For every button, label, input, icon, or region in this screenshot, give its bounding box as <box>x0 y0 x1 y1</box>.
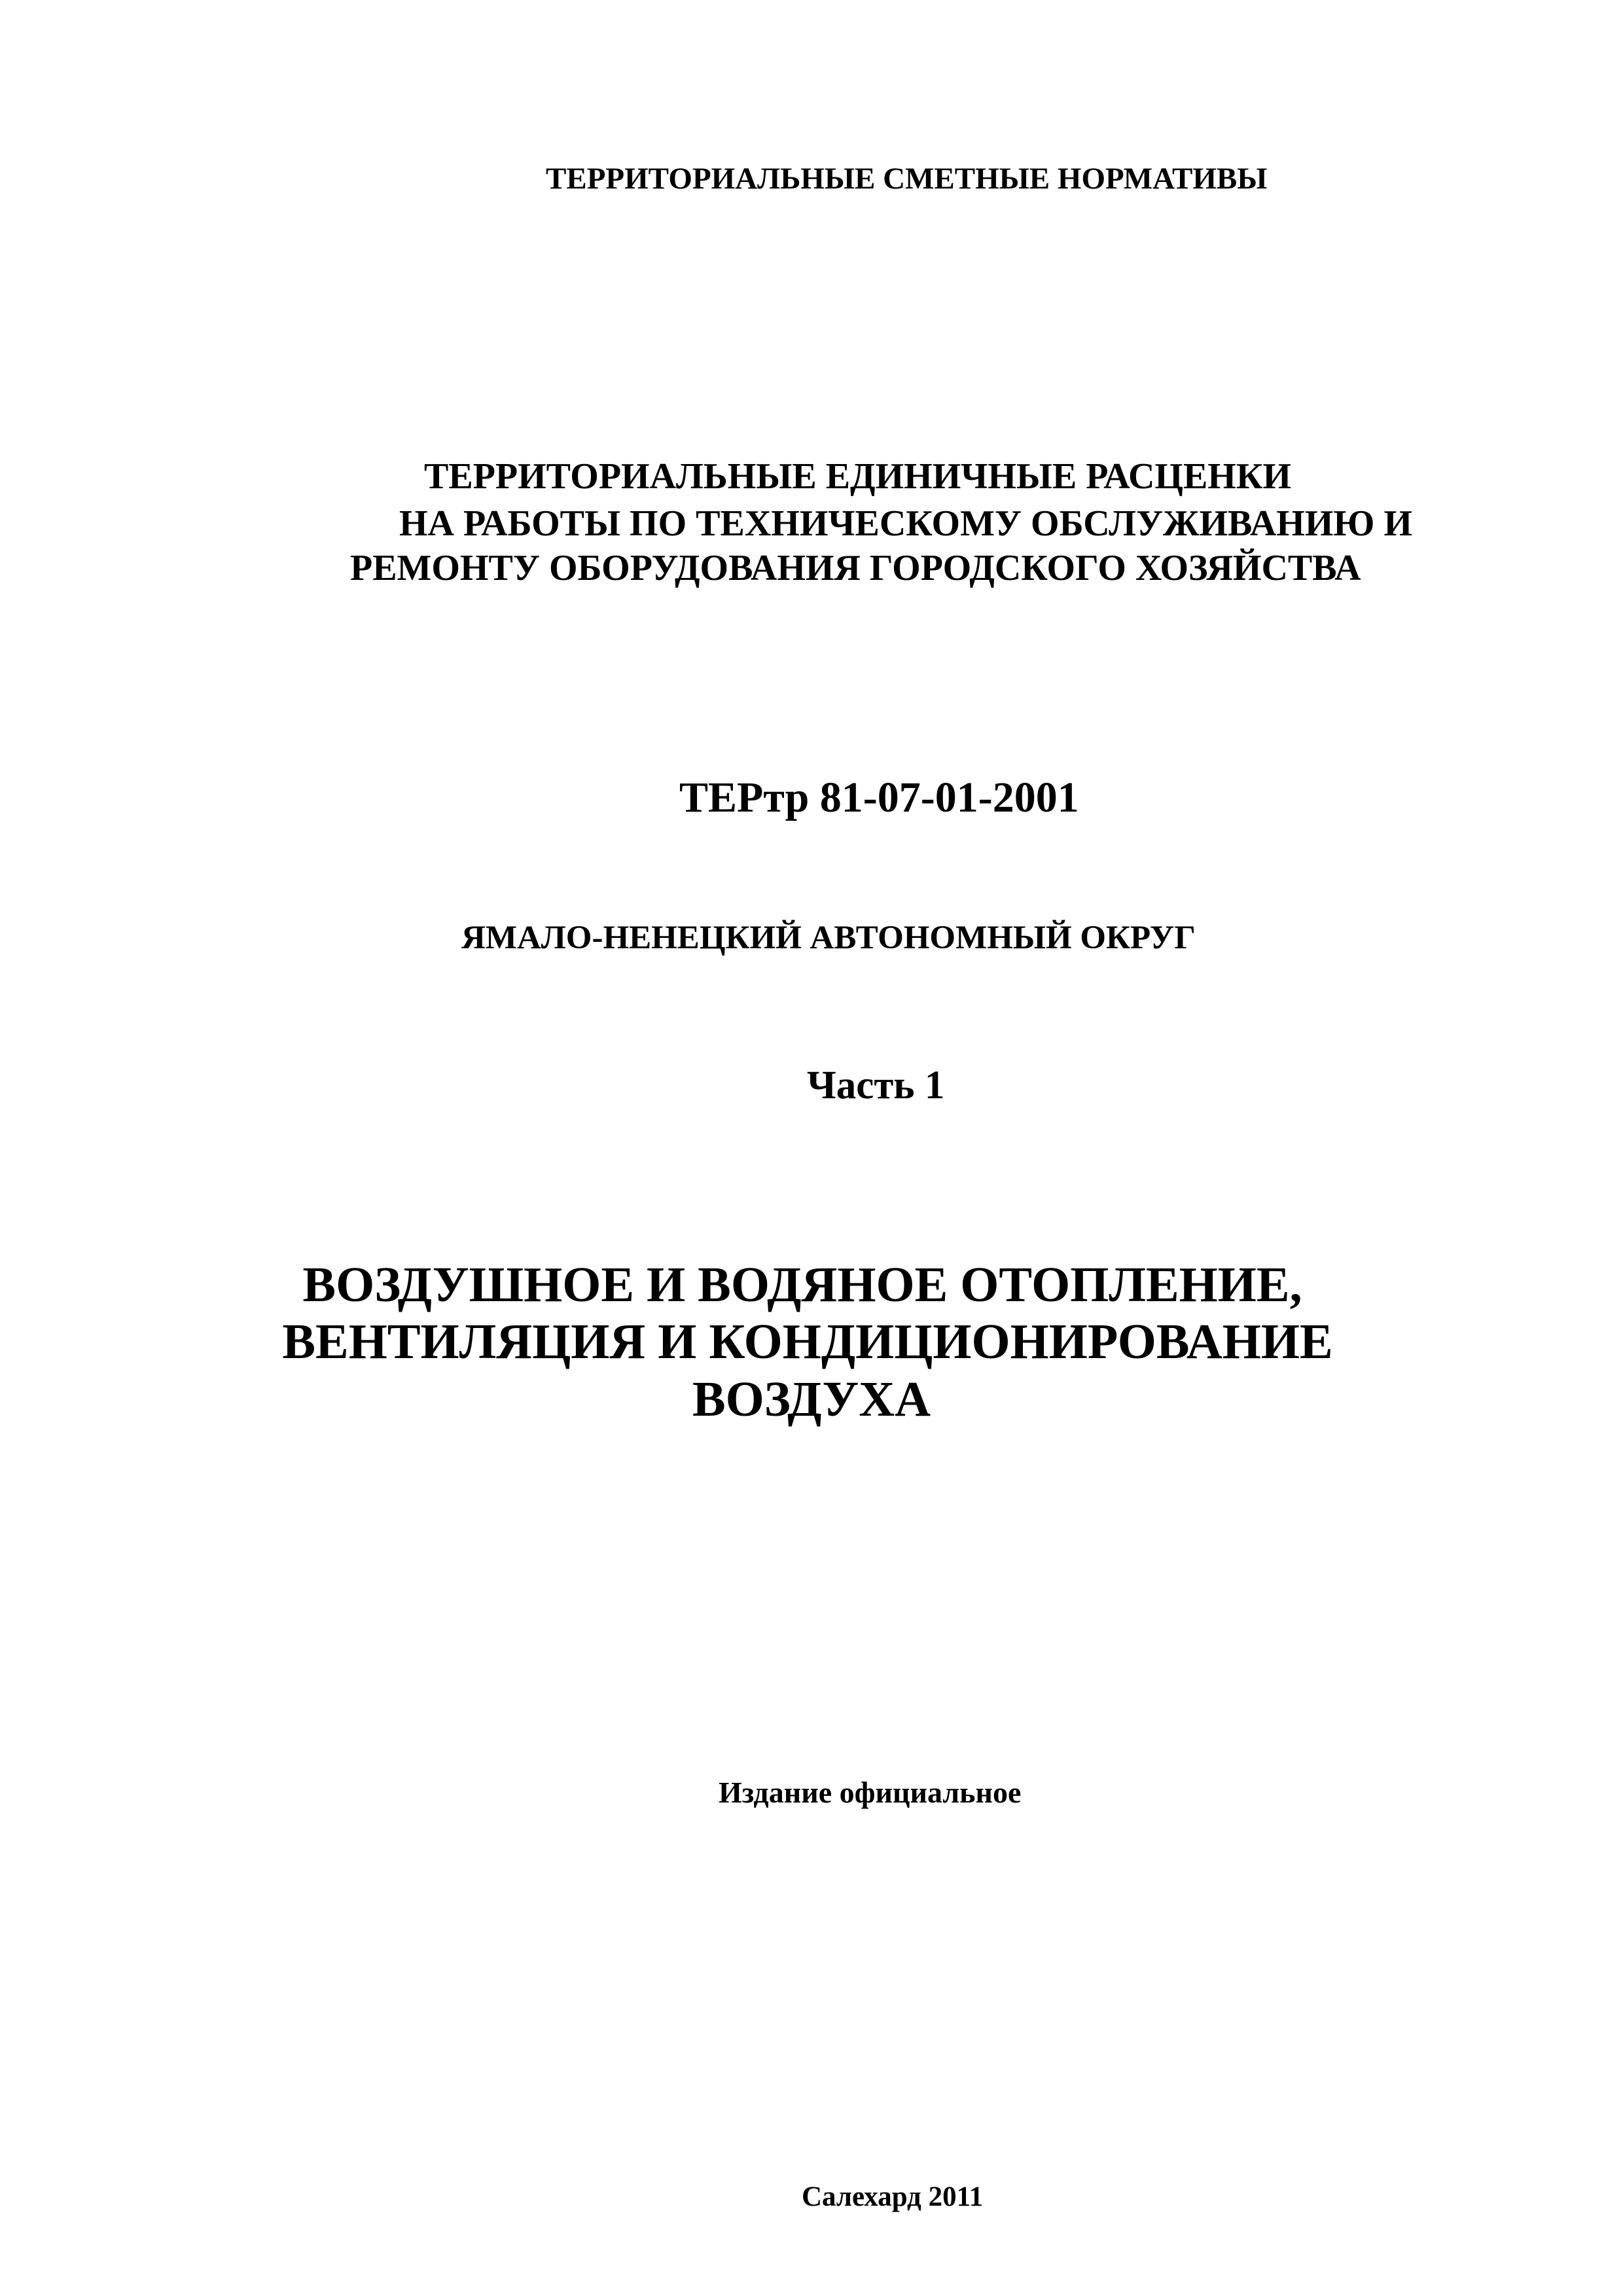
series-heading: ТЕРРИТОРИАЛЬНЫЕ СМЕТНЫЕ НОРМАТИВЫ <box>546 162 1268 196</box>
subject-line-1: ВОЗДУШНОЕ И ВОДЯНОЕ ОТОПЛЕНИЕ, <box>302 1257 1302 1312</box>
document-code: ТЕРтр 81-07-01-2001 <box>679 774 1079 821</box>
place-and-year: Салехард 2011 <box>802 2181 984 2212</box>
subject-line-3: ВОЗДУХА <box>692 1372 931 1427</box>
title-line-1: ТЕРРИТОРИАЛЬНЫЕ ЕДИНИЧНЫЕ РАСЦЕНКИ <box>424 456 1292 497</box>
title-line-3: РЕМОНТУ ОБОРУДОВАНИЯ ГОРОДСКОГО ХОЗЯЙСТВА <box>350 548 1361 588</box>
subject-line-2: ВЕНТИЛЯЦИЯ И КОНДИЦИОНИРОВАНИЕ <box>282 1314 1333 1369</box>
part-number: Часть 1 <box>807 1064 945 1107</box>
region-heading: ЯМАЛО-НЕНЕЦКИЙ АВТОНОМНЫЙ ОКРУГ <box>461 920 1196 956</box>
edition-note: Издание официальное <box>719 1776 1022 1809</box>
title-line-2: НА РАБОТЫ ПО ТЕХНИЧЕСКОМУ ОБСЛУЖИВАНИЮ И <box>399 503 1413 544</box>
